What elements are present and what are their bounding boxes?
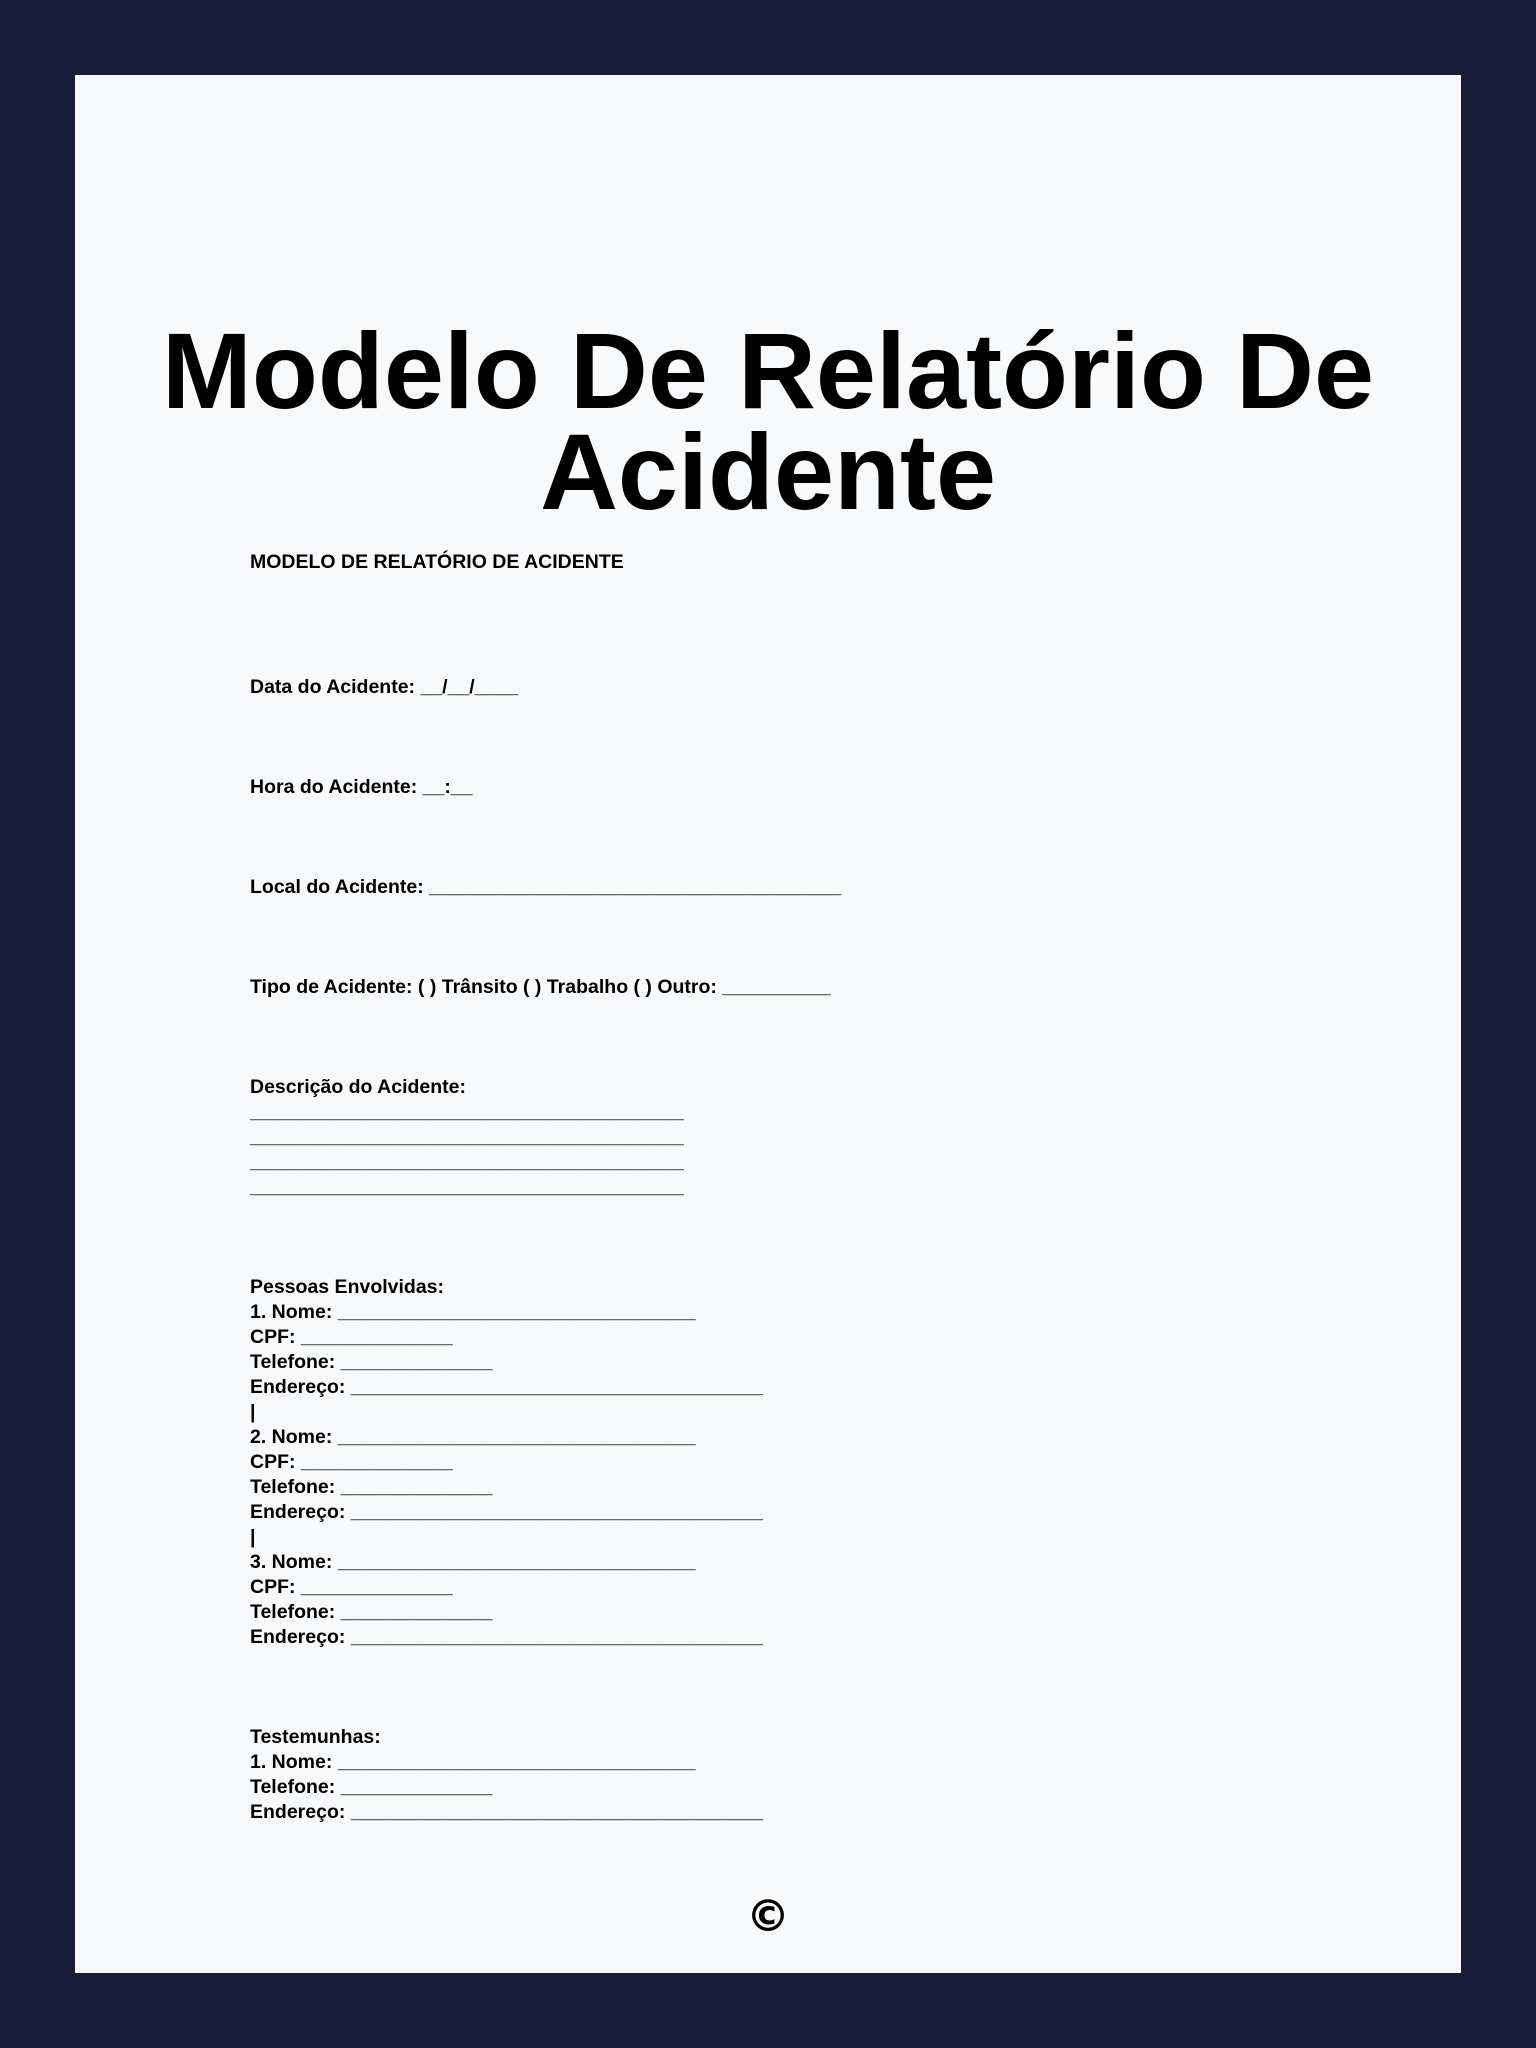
people-label: Pessoas Envolvidas: [250,1276,445,1298]
description-line: ________________________________________ [250,1126,684,1148]
witness-1-address-field: Endereço: ______________________________________ [250,1801,763,1823]
person-1-phone-field: Telefone: ______________ [250,1351,493,1373]
document-page [75,75,1461,1973]
person-1-name-field: 1. Nome: _________________________________ [250,1301,696,1323]
person-3-phone-field: Telefone: ______________ [250,1601,493,1623]
person-3-cpf-field: CPF: ______________ [250,1576,453,1598]
description-line: ________________________________________ [250,1101,684,1123]
accident-date-field: Data do Acidente: __/__/____ [250,676,519,698]
description-line: ________________________________________ [250,1151,684,1173]
accident-place-field: Local do Acidente: ______________________________________ [250,876,842,898]
witness-1-name-field: 1. Nome: _________________________________ [250,1751,696,1773]
document-title: Modelo De Relatório De Acidente [161,310,1375,532]
witnesses-label: Testemunhas: [250,1726,381,1748]
person-2-cpf-field: CPF: ______________ [250,1451,453,1473]
person-3-name-field: 3. Nome: _________________________________ [250,1551,696,1573]
accident-type-field: Tipo de Acidente: ( ) Trânsito ( ) Trabalho ( ) Outro: __________ [250,976,831,998]
separator: | [250,1401,256,1423]
person-2-name-field: 2. Nome: _________________________________ [250,1426,696,1448]
copyright-icon: © [746,1891,790,1942]
document-body [250,75,1350,1823]
separator: | [250,1526,256,1548]
accident-time-field: Hora do Acidente: __:__ [250,776,473,798]
person-3-address-field: Endereço: ______________________________________ [250,1626,763,1648]
person-2-phone-field: Telefone: ______________ [250,1476,493,1498]
form-heading: MODELO DE RELATÓRIO DE ACIDENTE [250,551,624,573]
person-2-address-field: Endereço: ______________________________________ [250,1501,763,1523]
description-label: Descrição do Acidente: [250,1076,467,1098]
person-1-address-field: Endereço: ______________________________________ [250,1376,763,1398]
description-line: ________________________________________ [250,1176,684,1198]
person-1-cpf-field: CPF: ______________ [250,1326,453,1348]
witness-1-phone-field: Telefone: ______________ [250,1776,493,1798]
